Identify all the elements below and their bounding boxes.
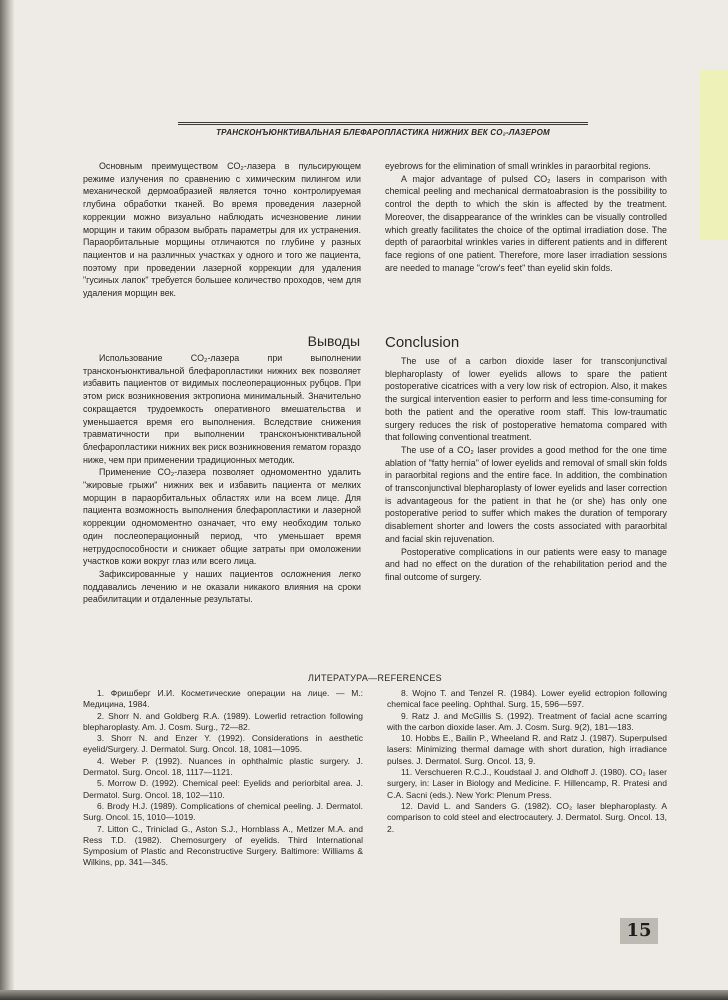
page-number: 15 — [620, 918, 658, 944]
sticky-note-tab — [700, 70, 728, 240]
ru-conclusion-text — [83, 352, 361, 662]
ru-paragraph: Зафиксированные у наших пациентов осложнения легко поддавались лечению и не оказали никакого влияния на сроки реабилитации и отдаленные результаты. — [83, 568, 361, 605]
en-paragraph: Postoperative complications in our patients were easy to manage and had no effect on the duration of the rehabilitation period and the final outcome of surgery. — [385, 546, 667, 582]
en-intro-paragraph: A major advantage of pulsed CO₂ lasers in comparison with chemical peeling and mechanical dermatoabrasion is the possibility to control the depth to which the skin is affected by the treatment. Moreover, the disappearance of the wrinkles can be visually controlled which greatly facilitates the choice of the optimal irradiation dose. The depth of paraorbital wrinkles varies in different patients and in different face regions of one patient. Therefore, more laser irradiation sessions are needed to manage "crow's feet" than eyelid skin folds. — [385, 173, 667, 273]
reference-item: 2. Shorr N. and Goldberg R.A. (1989). Lowerlid retraction following blepharoplasty. Am. J. Cosm. Surg., 72—82. — [83, 710, 363, 732]
reference-item: 6. Brody H.J. (1989). Complications of chemical peeling. J. Dermatol. Surg. Oncol. 15, 1010—1019. — [83, 800, 363, 823]
reference-item: 3. Shorr N. and Enzer Y. (1992). Considerations in aesthetic eyelid/Surgery. J. Dermatol. Surg. Oncol. 18, 1081—1095. — [83, 733, 363, 755]
en-section-title: Conclusion — [385, 334, 460, 351]
reference-item: 5. Morrow D. (1992). Chemical peel: Eyelids and periorbital area. J. Dermatol. Surg. Oncol. 18, 102—110. — [83, 778, 363, 800]
en-intro-continuation: eyebrows for the elimination of small wrinkles in paraorbital regions. — [385, 161, 651, 171]
ru-paragraph: Использование CO₂-лазера при выполнении трансконъюнктивальной блефаропластики нижних век позволяет избавить пациентов от видимых послеоперационных рубцов. При этом риск возникновения эктропиона минимальный. Значительно сокращается трудоемкость оперативного вмешательства и уменьшается время его выполнения. Вследствие снижения травматичности при выполнении трансконъюнктивальной блефаропластики нижних век риск возникновения гематом гораздо ниже, чем при применении традиционных методик. — [83, 353, 361, 465]
en-paragraph: The use of a CO₂ laser provides a good method for the one time ablation of "fatty hernia" of lower eyelids and removal of small skin folds in paraorbital regions and the entire face. In addition, the combination of transconjunctival blepharoplasty of lower eyelids and laser correction is advantageous for the patient in that he (or she) has only one postoperative period to suffer which makes the duration of temporary disablement shorter and lowers the costs associated with paraorbital and facial skin rejuvenation. — [385, 444, 667, 544]
running-header: ТРАНСКОНЪЮНКТИВАЛЬНАЯ БЛЕФАРОПЛАСТИКА НИЖНИХ ВЕК CO₂-ЛАЗЕРОМ — [178, 122, 588, 143]
en-conclusion-text — [385, 355, 667, 630]
page-bottom-edge — [0, 990, 728, 1000]
references-right-list — [387, 688, 667, 878]
reference-item: 9. Ratz J. and McGillis S. (1992). Treatment of facial acne scarring with the carbon dioxide laser. Am. J. Cosm. Surg. 9(2), 181—183. — [387, 710, 667, 732]
en-intro-text — [385, 160, 667, 326]
reference-item: 8. Wojno T. and Tenzel R. (1984). Lower eyelid ectropion following chemical face peeling. Ophthal. Surg. 15, 596—597. — [387, 688, 667, 710]
reference-item: 4. Weber P. (1992). Nuances in ophthalmic plastic surgery. J. Dermatol. Surg. Oncol. 18, 1117—1121. — [83, 755, 363, 778]
page-binding-shadow — [0, 0, 14, 1000]
reference-item: 1. Фришберг И.И. Косметические операции на лице. — М.: Медицина, 1984. — [83, 688, 363, 710]
ru-intro-text — [83, 160, 361, 326]
reference-item: 7. Litton C., Triniclad G., Aston S.J., Hornblass A., Metlzer M.A. and Ress T.D. (1982). Chemosurgery of eyelids. Third International Symposium of Plastic and Reconstructive Surgery. Baltimore: Williams & Wilkins, pp. 341—345. — [83, 823, 363, 868]
reference-item: 12. David L. and Sanders G. (1982). CO₂ laser blepharoplasty. A comparison to cold steel and electrocautery. J. Dermatol. Surg. Oncol. 13, 2. — [387, 800, 667, 834]
ru-section-title: Выводы — [307, 333, 360, 349]
references-title: ЛИТЕРАТУРА—REFERENCES — [307, 673, 442, 683]
ru-paragraph: Применение CO₂-лазера позволяет одномоментно удалить "жировые грыжи" нижних век и избавить пациента от мелких морщин в параорбитальных областях или на всем лице. Для пациента возможность выполнения блефаропластики и лазерной коррекции одномоментно означает, что ему необходим только один послеоперационный период, что уменьшает время нетрудоспособности и снижает общие затраты при омоложении участков кожи вокруг глаз или всего лица. — [83, 467, 361, 567]
reference-item: 11. Verschueren R.C.J., Koudstaal J. and Oldhoff J. (1980). CO₂ laser surgery, in: Laser in Biology and Medicine. F. Hillencamp, R. Pratesi and C.A. Sacni (eds.). New York: Plenum Press. — [387, 767, 667, 800]
en-paragraph: The use of a carbon dioxide laser for transconjunctival blepharoplasty of lower eyelids allows to spare the patient postoperative cicatrices with a very low risk of ectropion. Also, it makes the surgical intervention easier to perform and less time-consuming for both the patient and the operative room staff. This low-traumatic surgery reduces the risk of postoperative hematoma compared with that following conventional treatment. — [385, 356, 667, 443]
reference-item: 10. Hobbs E., Bailin P., Wheeland R. and Ratz J. (1987). Superpulsed lasers: Minimizing thermal damage with short duration, high irradiance pulses. J. Dermatol. Surg. Oncol. 13, 9. — [387, 733, 667, 766]
ru-intro-paragraph: Основным преимуществом CO₂-лазера в пульсирующем режиме излучения по сравнению с химическим пилингом или механической дермоабразией является точно контролируемая глубина обработки тканей. Во время проведения лазерной коррекции можно визуально наблюдать исчезновение линии морщин и таким образом выбрать параметры для их устранения. Параорбитальные морщины отличаются по глубине у разных пациентов и на различных участках у одного и того же пациента, поэтому при проведении лазерной коррекции для удаления "гусиных лапок" требуется большее количество проходов, чем для удаления морщин век. — [83, 161, 361, 299]
references-left-list — [83, 688, 363, 888]
